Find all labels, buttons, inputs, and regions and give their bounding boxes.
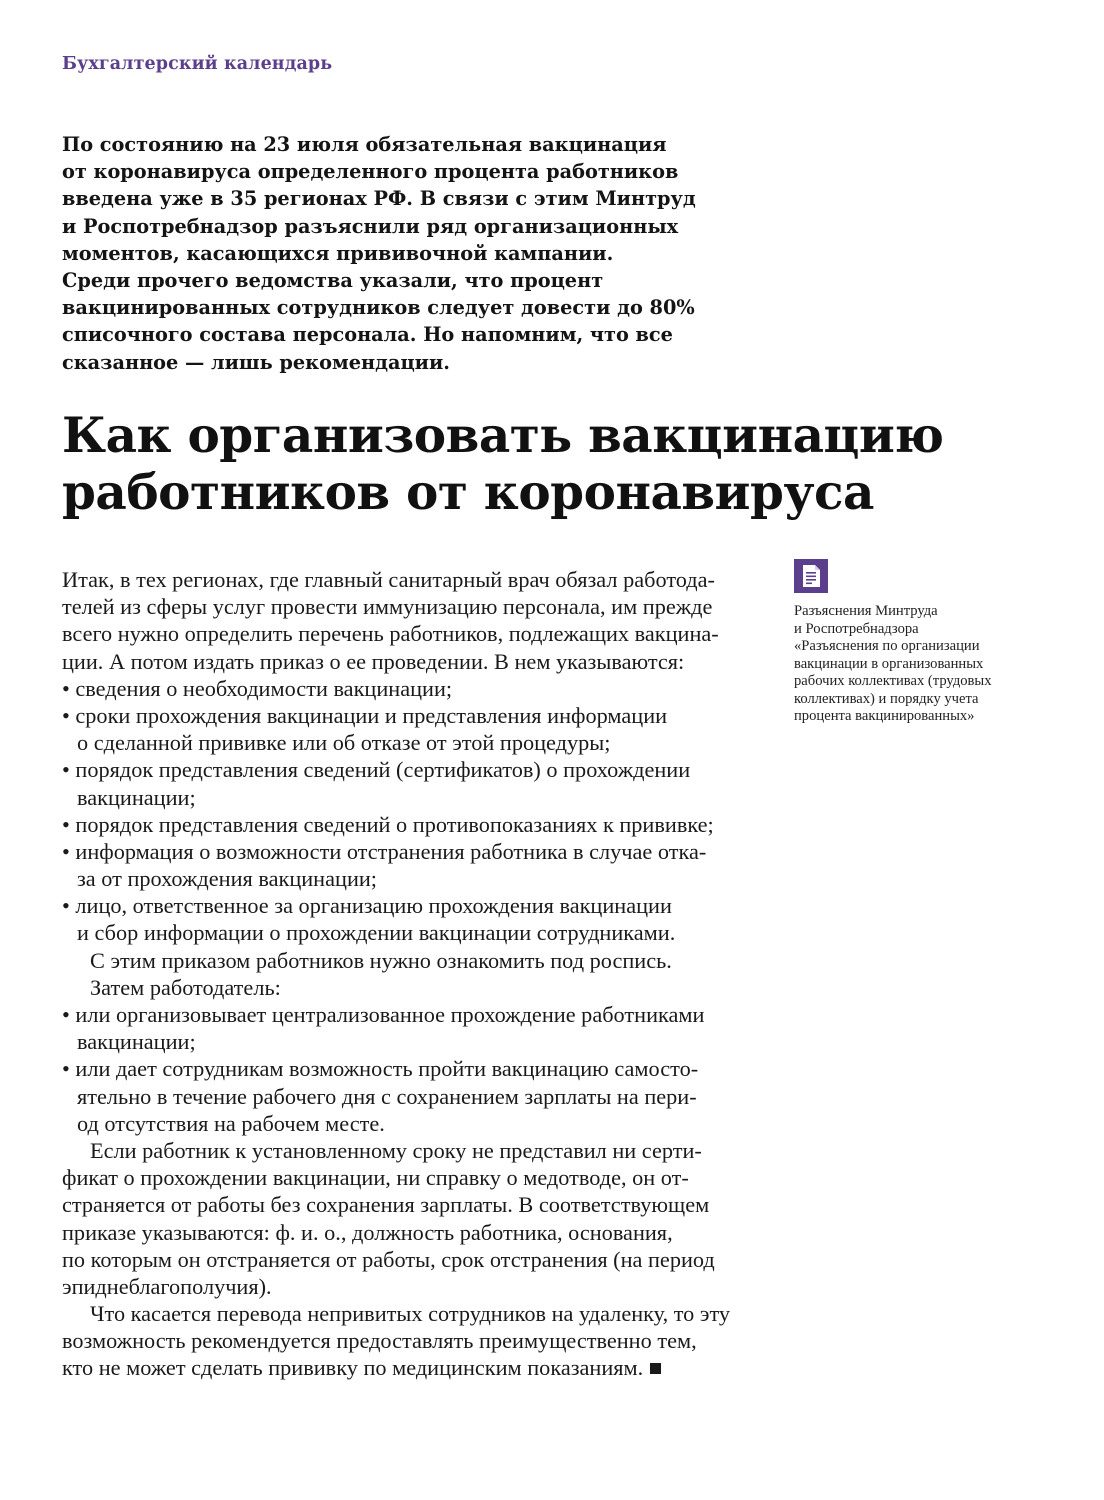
body-line: возможность рекомендуется предоставлять преимущественно тем, <box>62 1328 697 1354</box>
body-line: фикат о прохождении вакцинации, ни справку о медотводе, он от- <box>62 1165 689 1191</box>
body-line: всего нужно определить перечень работников, подлежащих вакцина- <box>62 621 719 647</box>
headline-line: работников от коронавируса <box>62 464 874 521</box>
lead-paragraph <box>62 131 752 376</box>
body-line: Что касается перевода непривитых сотрудников на удаленку, то эту <box>90 1301 731 1327</box>
document-icon-graphic <box>794 559 828 593</box>
lead-line: от коронавируса определенного процента работников <box>62 160 679 184</box>
bullet-item: • информация о возможности отстранения работника в случае отка- <box>62 838 707 864</box>
bullet-item: • или дает сотрудникам возможность пройти вакцинацию самосто- <box>62 1056 699 1082</box>
side-note-line: процента вакцинированных» <box>794 708 975 724</box>
end-of-article-mark <box>650 1363 661 1374</box>
bullet-continuation: за от прохождения вакцинации; <box>77 866 378 892</box>
document-icon <box>794 559 828 593</box>
body-line: Итак, в тех регионах, где главный санитарный врач обязал работода- <box>62 567 715 592</box>
side-note-line: вакцинации в организованных <box>794 655 984 672</box>
body-line: С этим приказом работников нужно ознакомить под роспись. <box>90 947 672 973</box>
bullet-continuation: и сбор информации о прохождении вакцинации сотрудниками. <box>77 920 676 946</box>
bullet-continuation: вакцинации; <box>77 1029 196 1055</box>
lead-line: По состоянию на 23 июля обязательная вакцинация <box>62 133 667 156</box>
lead-line: моментов, касающихся прививочной кампании. <box>62 241 614 265</box>
bullet-item: • порядок представления сведений (сертификатов) о прохождении <box>62 757 691 783</box>
sidebar-reference-note <box>794 603 1054 726</box>
article-headline <box>62 407 1062 521</box>
side-note-line: рабочих коллективах (трудовых <box>794 673 992 689</box>
headline-line: Как организовать вакцинацию <box>62 407 944 464</box>
body-line: приказе указываются: ф. и. о., должность работника, основания, <box>62 1219 673 1245</box>
body-line: эпиднеблагополучия). <box>62 1273 272 1299</box>
body-line: Если работник к установленному сроку не представил ни серти- <box>90 1137 702 1163</box>
body-line: страняется от работы без сохранения зарплаты. В соответствующем <box>62 1192 710 1218</box>
bullet-item: • лицо, ответственное за организацию прохождения вакцинации <box>62 893 672 919</box>
article-body <box>62 566 752 1382</box>
lead-line: списочного состава персонала. Но напомним, что все <box>62 323 673 347</box>
bullet-continuation: вакцинации; <box>77 784 196 810</box>
bullet-continuation: о сделанной прививке или об отказе от этой процедуры; <box>77 730 611 756</box>
side-note-line: коллективах) и порядку учета <box>794 690 979 707</box>
lead-line: и Роспотребнадзор разъяснили ряд организационных <box>62 214 679 238</box>
lead-line: вакцинированных сотрудников следует довести до 80% <box>62 296 695 320</box>
bullet-item: • порядок представления сведений о противопоказаниях к прививке; <box>62 811 714 837</box>
side-note-line: и Роспотребнадзора <box>794 620 919 637</box>
body-line: Затем работодатель: <box>90 974 281 1000</box>
bullet-item: • или организовывает централизованное прохождение работниками <box>62 1002 705 1027</box>
body-line-text: кто не может сделать прививку по медицинским показаниям. <box>62 1355 644 1381</box>
body-line: по которым он отстраняется от работы, срок отстранения (на период <box>62 1246 715 1272</box>
bullet-item: • сведения о необходимости вакцинации; <box>62 675 453 701</box>
body-line: телей из сферы услуг провести иммунизацию персонала, им прежде <box>62 594 713 620</box>
body-line: ции. А потом издать приказ о ее проведении. В нем указываются: <box>62 648 685 674</box>
lead-line: введена уже в 35 регионах РФ. В связи с этим Минтруд <box>62 187 696 211</box>
lead-line: сказанное — лишь рекомендации. <box>62 350 450 374</box>
side-note-line: «Разъяснения по организации <box>794 638 980 654</box>
side-note-line: Разъяснения Минтруда <box>794 603 938 619</box>
bullet-continuation: ятельно в течение рабочего дня с сохранением зарплаты на пери- <box>77 1083 697 1109</box>
bullet-continuation: од отсутствия на рабочем месте. <box>77 1110 385 1136</box>
bullet-item: • сроки прохождения вакцинации и представления информации <box>62 702 668 728</box>
lead-line: Среди прочего ведомства указали, что процент <box>62 269 604 293</box>
body-last-line <box>62 1354 752 1381</box>
section-label: Бухгалтерский календарь <box>62 54 333 74</box>
